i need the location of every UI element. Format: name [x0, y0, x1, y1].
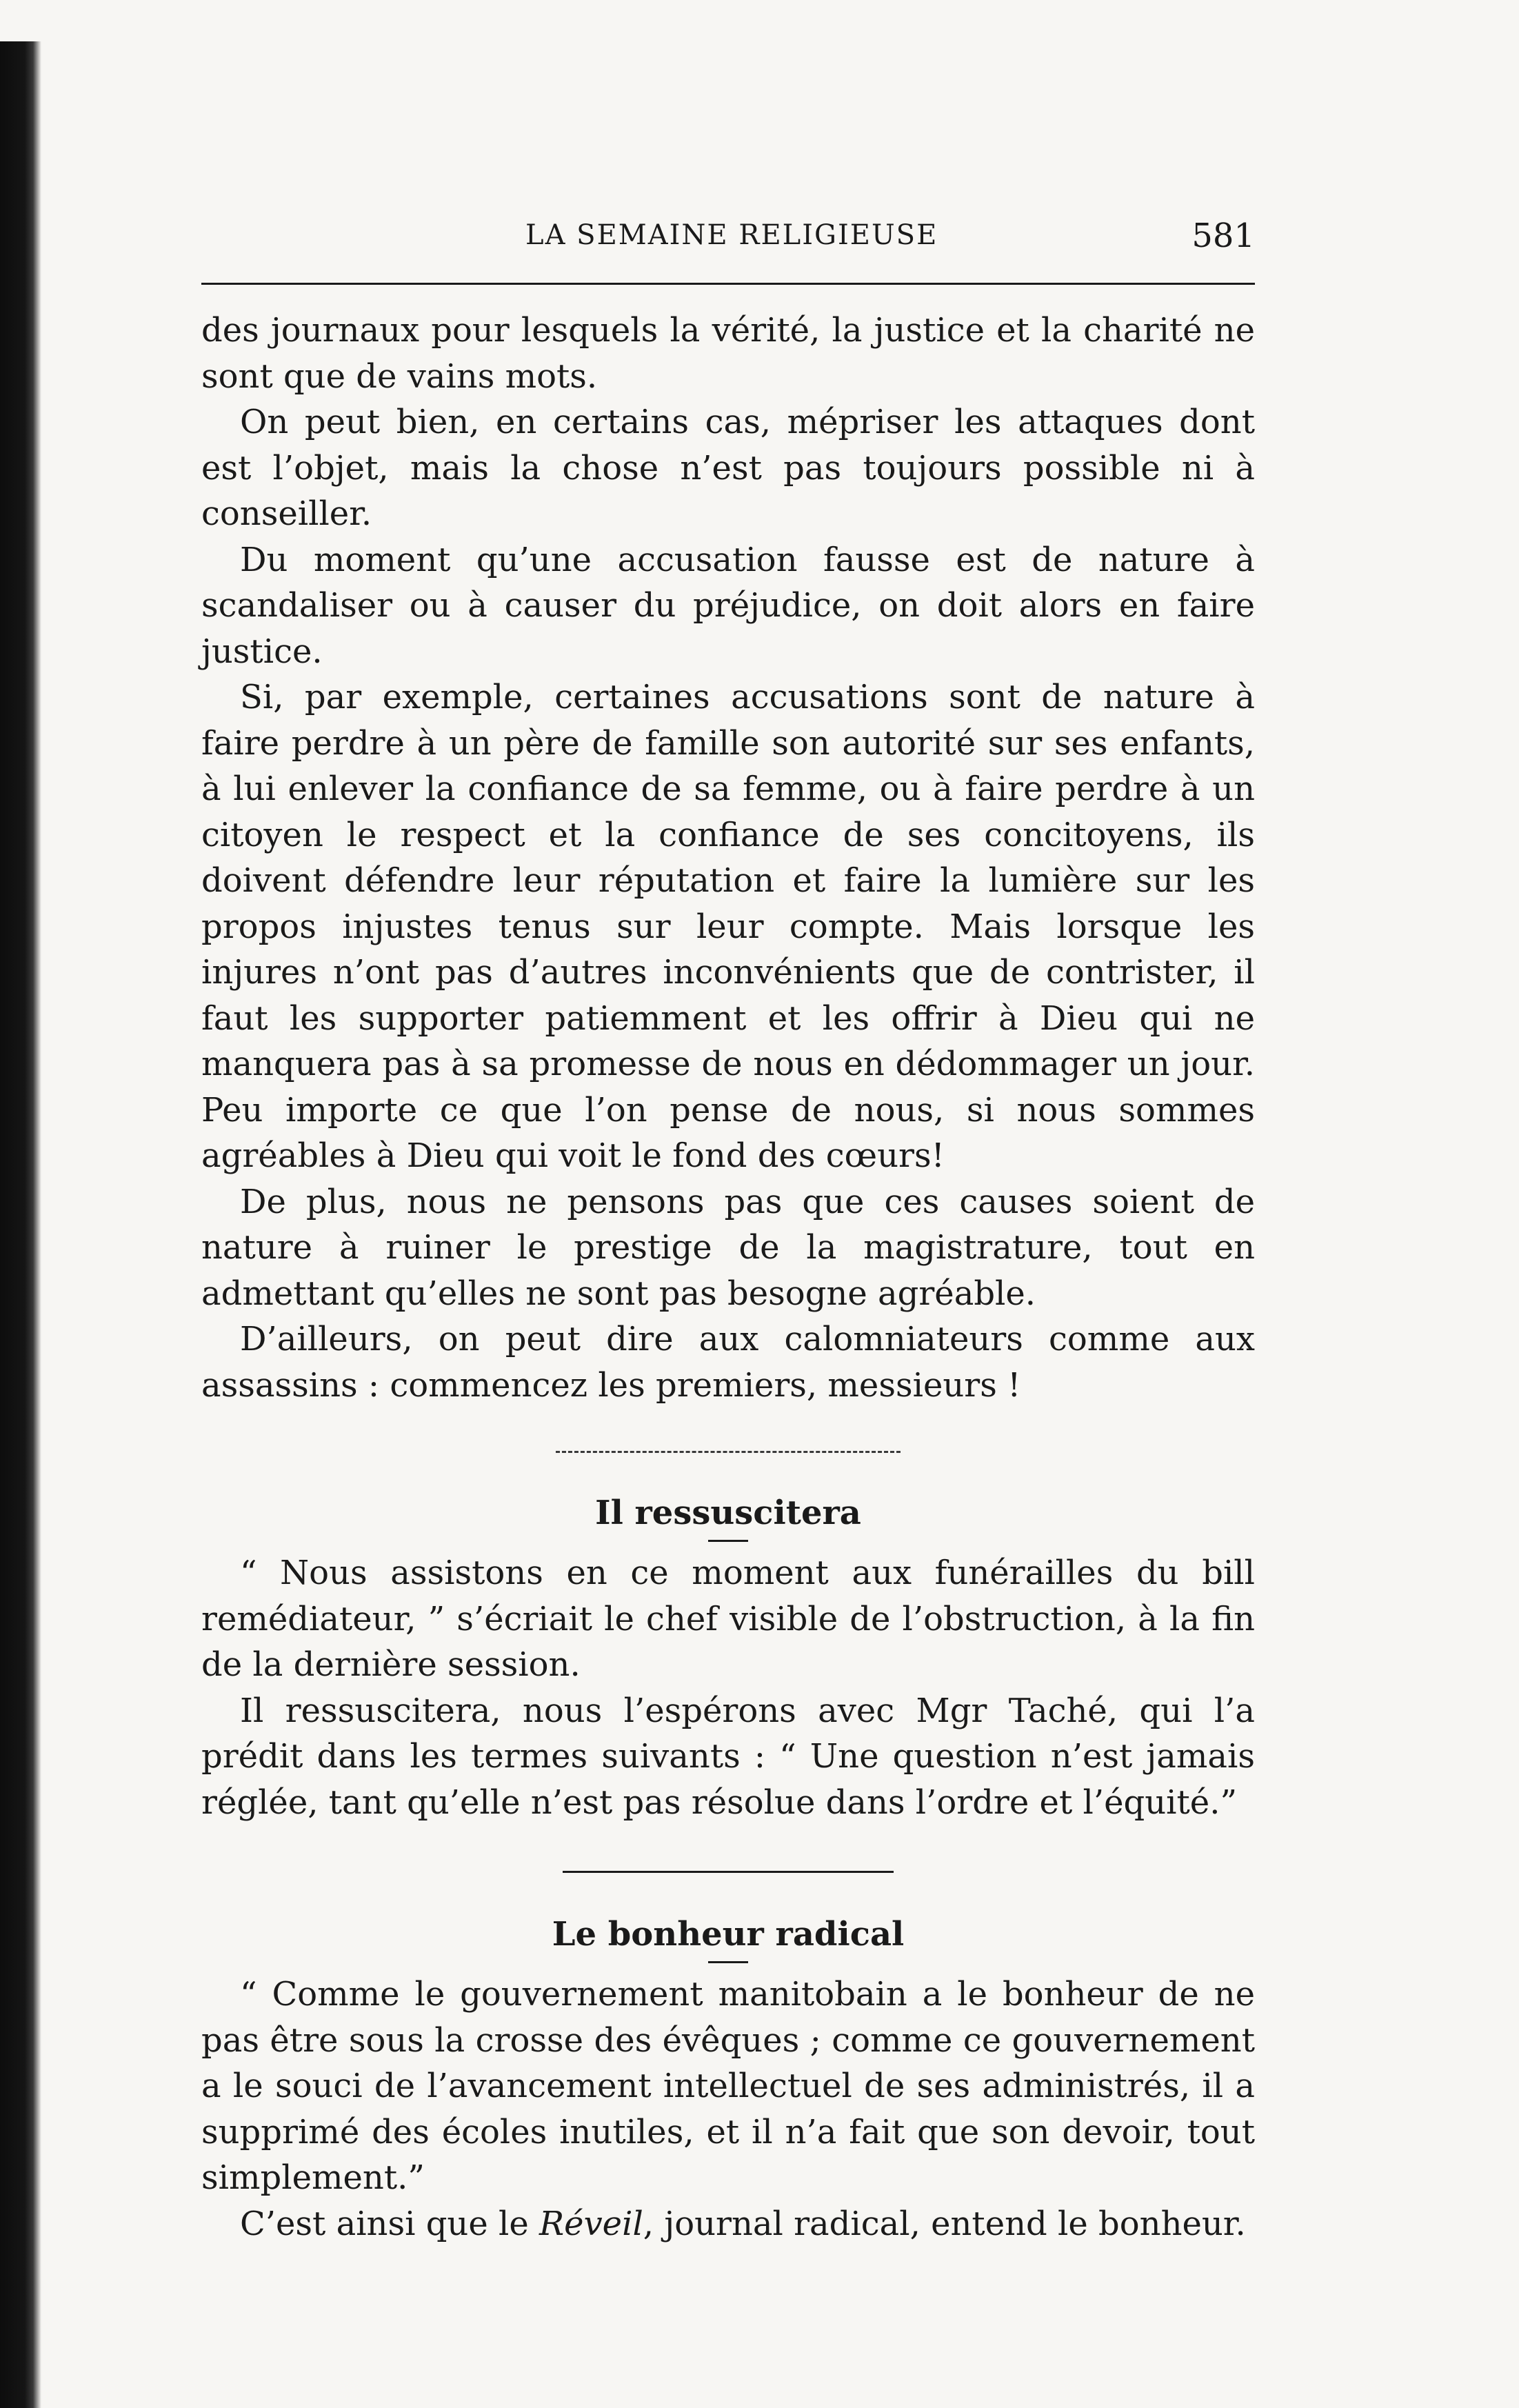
running-head — [201, 219, 1255, 261]
paragraph: Du moment qu’une accusation fausse est de nature à scandaliser ou à causer du préjudice, on doit alors en faire justice. — [201, 540, 1255, 671]
paragraph: De plus, nous ne pensons pas que ces causes soient de nature à ruiner le prestige de la magistrature, tout en admettant qu’elles ne sont pas besogne agréable. — [201, 1182, 1255, 1313]
page-number: 581 — [1191, 217, 1255, 255]
header-rule — [201, 283, 1255, 285]
paragraph: “ Nous assistons en ce moment aux funérailles du bill remédiateur, ” s’écriait le chef visible de l’obstruction, à la fin de la dernière session. — [201, 1554, 1255, 1684]
paragraph: “ Comme le gouvernement manitobain a le bonheur de ne pas être sous la crosse des évêques ; comme ce gouvernement a le souci de l’avancement intellectuel de ses administrés, il a supprimé des écoles inutiles, et il n’a fait que son devoir, tout simplement.” — [201, 1975, 1255, 2197]
section-separator — [563, 1871, 894, 1873]
paragraph: Il ressuscitera, nous l’espérons avec Mgr Taché, qui l’a prédit dans les termes suivants : “ Une question n’est jamais réglée, tant qu’elle n’est pas résolue dans l’ordre et l’équité.” — [201, 1691, 1255, 1822]
text-column — [201, 308, 1255, 2247]
paragraph: D’ailleurs, on peut dire aux calomniateurs comme aux assassins : commencez les premiers, messieurs ! — [201, 1320, 1255, 1405]
paragraph: Si, par exemple, certaines accusations sont de nature à faire perdre à un père de famille son autorité sur ses enfants, à lui enlever la confiance de sa femme, ou à faire perdre à un citoyen le respect et la confiance de ses concitoyens, ils doivent défendre leur réputation et faire la lumière sur les propos injustes tenus sur leur compte. Mais lorsque les injures n’ont pas d’autres inconvénients que de contrister, il faut les supporter patiemment et les offrir à Dieu qui ne manquera pas à sa promesse de nous en dédommager un jour. Peu importe ce que l’on pense de nous, si nous sommes agréables à Dieu qui voit le fond des cœurs! — [201, 678, 1255, 1175]
title-dash — [708, 1540, 748, 1542]
paragraph-reveil — [201, 2201, 1255, 2247]
text-run: C’est ainsi que le — [240, 2204, 540, 2243]
paragraph: On peut bien, en certains cas, mépriser les attaques dont est l’objet, mais la chose n’est pas toujours possible ni à conseiller. — [201, 403, 1255, 533]
scanned-binding-edge — [0, 41, 41, 2408]
section-separator — [556, 1451, 901, 1453]
running-title: LA SEMAINE RELIGIEUSE — [525, 219, 938, 251]
title-dash — [708, 1961, 748, 1963]
text-run: , journal radical, entend le bonheur. — [643, 2204, 1246, 2243]
section-title-il-ressuscitera: Il ressuscitera — [595, 1494, 861, 1532]
paragraph-continued: des journaux pour lesquels la vérité, la justice et la charité ne sont que de vains mots. — [201, 311, 1255, 396]
journal-name: Réveil — [539, 2204, 643, 2243]
section-title-le-bonheur-radical: Le bonheur radical — [552, 1915, 905, 1954]
